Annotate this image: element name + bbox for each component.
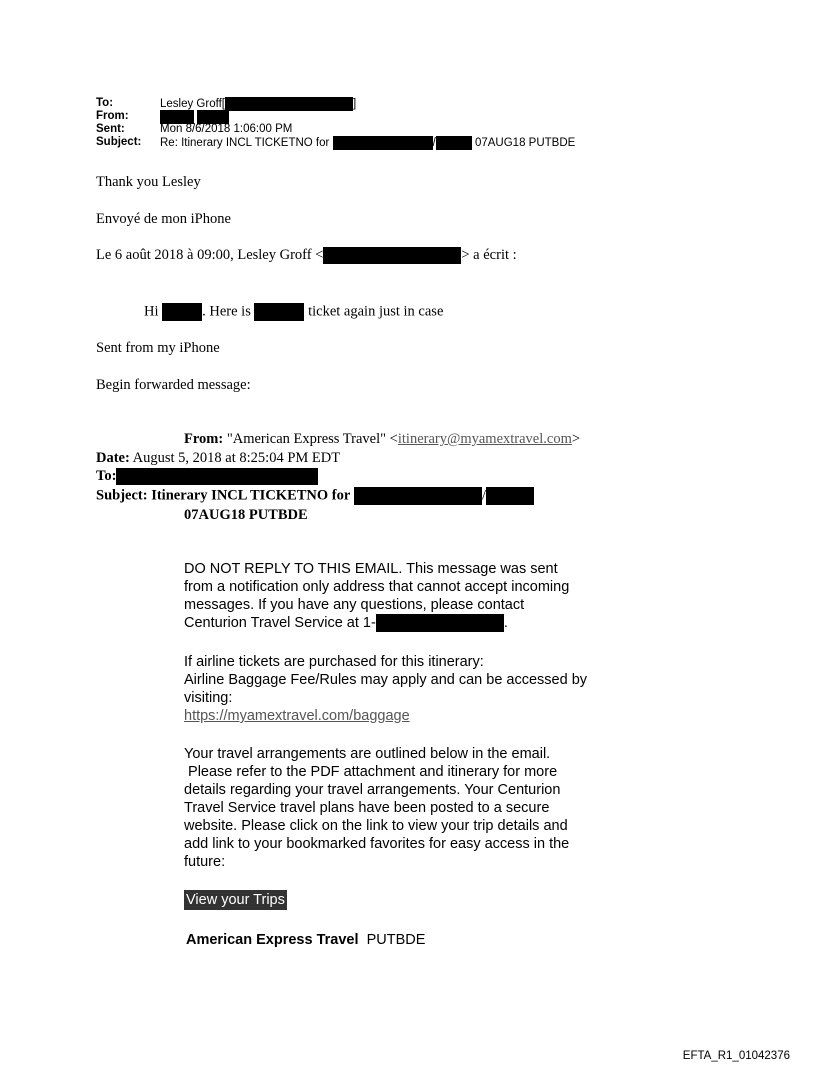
baggage-paragraph: If airline tickets are purchased for this itinerary: Airline Baggage Fee/Rules may apply and can be accessed by visiting: https://myamextravel.com/baggage <box>184 654 588 724</box>
baggage-link[interactable]: https://myamextravel.com/baggage <box>184 708 410 724</box>
begin-forwarded: Begin forwarded message: <box>96 377 251 393</box>
original-subject: Subject: Itinerary INCL TICKETNO for / <box>96 487 534 505</box>
original-to: To: <box>96 468 318 485</box>
brand-line: American Express Travel PUTBDE <box>186 932 426 948</box>
reply-line: Envoyé de mon iPhone <box>96 211 231 227</box>
to-value: Lesley Groff[ ] <box>160 98 357 111</box>
redaction <box>162 303 202 321</box>
subject-value: Re: Itinerary INCL TICKETNO for / 07AUG18 PUTBDE <box>160 137 576 150</box>
redaction <box>323 247 461 264</box>
itinerary-paragraph: Your travel arrangements are outlined below in the email. Please refer to the PDF attachment and itinerary for more details regarding your travel arrangements. Your Centurion Travel Service travel plans have been posted to a secure website. Please click on the link to view your trip details and add link to your bookmarked favorites for easy access in the future: <box>184 746 570 870</box>
original-subject-line2: 07AUG18 PUTBDE <box>184 507 308 523</box>
notice-paragraph: DO NOT REPLY TO THIS EMAIL. This message was sent from a notification only address that cannot accept incoming messages. If you have any questions, please contact Centurion Travel Service at 1- . <box>184 561 570 631</box>
from-label: From: <box>96 110 129 122</box>
document-id: EFTA_R1_01042376 <box>682 1050 790 1062</box>
subject-label: Subject: <box>96 136 142 148</box>
from-email-link[interactable]: itinerary@myamextravel.com <box>397 431 572 447</box>
sent-from: Sent from my iPhone <box>96 340 220 356</box>
to-label: To: <box>96 97 114 109</box>
sent-value: Mon 8/6/2018 1:06:00 PM <box>160 123 293 135</box>
quote-intro: Le 6 août 2018 à 09:00, Lesley Groff < > a écrit : <box>96 247 517 263</box>
forward-note: Hi . Here is ticket again just in case <box>144 303 444 320</box>
redaction <box>376 614 504 632</box>
redaction <box>436 136 472 150</box>
redaction <box>486 487 534 505</box>
sent-label: Sent: <box>96 123 125 135</box>
redaction <box>160 110 194 124</box>
redaction <box>333 136 433 150</box>
redaction <box>354 487 482 505</box>
original-date: Date: August 5, 2018 at 8:25:04 PM EDT <box>96 450 341 466</box>
redaction <box>197 110 229 124</box>
from-value <box>160 110 229 124</box>
original-from: From: "American Express Travel" <itinerary@myamextravel.com> <box>184 431 581 447</box>
view-trips-button[interactable]: View your Trips <box>186 892 285 908</box>
redaction <box>225 97 353 111</box>
redaction <box>116 468 318 485</box>
reply-line: Thank you Lesley <box>96 174 201 190</box>
redaction <box>254 303 304 321</box>
